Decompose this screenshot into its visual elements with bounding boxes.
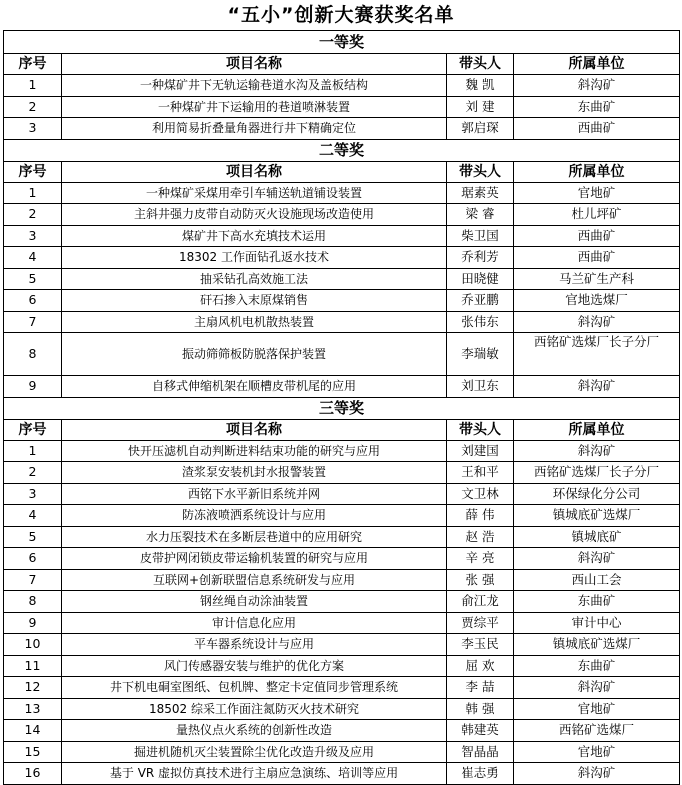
row-seq: 1 (4, 182, 62, 204)
row-leader: 梁 睿 (447, 204, 514, 226)
table-row (4, 247, 680, 269)
row-unit: 审计中心 (514, 612, 680, 634)
row-leader: 李玉民 (447, 634, 514, 656)
row-unit: 镇城底矿选煤厂 (514, 634, 680, 656)
row-unit: 斜沟矿 (514, 548, 680, 570)
table-row (4, 118, 680, 140)
row-seq: 16 (4, 763, 62, 785)
section-heading-third-prize (4, 397, 680, 419)
row-project: 利用简易折叠量角器进行井下精确定位 (62, 118, 447, 140)
row-project: 自移式伸缩机架在顺槽皮带机尾的应用 (62, 376, 447, 398)
table-row (4, 505, 680, 527)
row-unit: 西铭矿选煤厂长子分厂 (514, 333, 680, 376)
award-table (3, 30, 680, 785)
row-seq: 6 (4, 290, 62, 312)
table-row (4, 333, 680, 376)
row-seq: 2 (4, 204, 62, 226)
header-seq: 序号 (4, 161, 62, 182)
table-row (4, 763, 680, 785)
row-project: 水力压裂技术在多断层巷道中的应用研究 (62, 526, 447, 548)
section-label: 三等奖 (4, 397, 680, 419)
row-unit: 斜沟矿 (514, 75, 680, 97)
row-unit: 杜儿坪矿 (514, 204, 680, 226)
row-leader: 琚素英 (447, 182, 514, 204)
row-seq: 1 (4, 440, 62, 462)
row-seq: 1 (4, 75, 62, 97)
row-leader: 张伟东 (447, 311, 514, 333)
table-row (4, 698, 680, 720)
row-project: 振动筛筛板防脱落保护装置 (62, 333, 447, 376)
table-row (4, 741, 680, 763)
row-leader: 贾综平 (447, 612, 514, 634)
row-unit: 斜沟矿 (514, 440, 680, 462)
row-unit: 西铭矿选煤厂 (514, 720, 680, 742)
row-seq: 11 (4, 655, 62, 677)
row-leader: 辛 亮 (447, 548, 514, 570)
column-header-row (4, 54, 680, 75)
row-seq: 9 (4, 376, 62, 398)
header-project: 项目名称 (62, 161, 447, 182)
row-project: 抽采钻孔高效施工法 (62, 268, 447, 290)
row-leader: 赵 浩 (447, 526, 514, 548)
row-seq: 15 (4, 741, 62, 763)
row-unit: 马兰矿生产科 (514, 268, 680, 290)
row-seq: 3 (4, 483, 62, 505)
table-row (4, 483, 680, 505)
row-project: 量热仪点火系统的创新性改造 (62, 720, 447, 742)
row-project: 一种煤矿井下运输用的巷道喷淋装置 (62, 96, 447, 118)
row-project: 井下机电硐室图纸、包机牌、整定卡定值同步管理系统 (62, 677, 447, 699)
header-leader: 带头人 (447, 54, 514, 75)
table-row (4, 612, 680, 634)
row-seq: 8 (4, 333, 62, 376)
row-unit: 官地矿 (514, 182, 680, 204)
row-leader: 王和平 (447, 462, 514, 484)
row-unit: 西曲矿 (514, 247, 680, 269)
row-unit: 官地选煤厂 (514, 290, 680, 312)
column-header-row (4, 419, 680, 440)
row-unit: 镇城底矿 (514, 526, 680, 548)
row-leader: 俞江龙 (447, 591, 514, 613)
row-project: 主扇风机电机散热装置 (62, 311, 447, 333)
header-leader: 带头人 (447, 419, 514, 440)
header-project: 项目名称 (62, 54, 447, 75)
row-leader: 韩建英 (447, 720, 514, 742)
section-label: 二等奖 (4, 139, 680, 161)
row-seq: 12 (4, 677, 62, 699)
row-seq: 4 (4, 247, 62, 269)
row-leader: 郭启琛 (447, 118, 514, 140)
document-title: “五小”创新大赛获奖名单 (227, 4, 455, 26)
table-row (4, 182, 680, 204)
row-seq: 8 (4, 591, 62, 613)
row-unit: 东曲矿 (514, 655, 680, 677)
row-unit: 斜沟矿 (514, 763, 680, 785)
row-project: 西铭下水平新旧系统并网 (62, 483, 447, 505)
row-project: 18302 工作面钻孔返水技术 (62, 247, 447, 269)
table-row (4, 548, 680, 570)
header-unit: 所属单位 (514, 161, 680, 182)
table-row (4, 634, 680, 656)
row-leader: 李瑞敏 (447, 333, 514, 376)
row-project: 渣浆泵安装机封水报警装置 (62, 462, 447, 484)
row-project: 风门传感器安装与维护的优化方案 (62, 655, 447, 677)
row-project: 快开压滤机自动判断进料结束功能的研究与应用 (62, 440, 447, 462)
row-project: 18502 综采工作面注氮防灭火技术研究 (62, 698, 447, 720)
row-unit: 斜沟矿 (514, 311, 680, 333)
row-leader: 乔利芳 (447, 247, 514, 269)
table-row (4, 376, 680, 398)
header-seq: 序号 (4, 54, 62, 75)
table-row (4, 591, 680, 613)
row-unit: 镇城底矿选煤厂 (514, 505, 680, 527)
table-row (4, 268, 680, 290)
row-project: 皮带护网闭锁皮带运输机装置的研究与应用 (62, 548, 447, 570)
row-seq: 10 (4, 634, 62, 656)
row-seq: 4 (4, 505, 62, 527)
row-unit: 环保绿化分公司 (514, 483, 680, 505)
table-row (4, 569, 680, 591)
row-project: 一种煤矿井下无轨运输巷道水沟及盖板结构 (62, 75, 447, 97)
table-row (4, 526, 680, 548)
row-seq: 3 (4, 118, 62, 140)
row-seq: 2 (4, 462, 62, 484)
row-leader: 田晓健 (447, 268, 514, 290)
row-project: 互联网+创新联盟信息系统研发与应用 (62, 569, 447, 591)
row-unit: 东曲矿 (514, 591, 680, 613)
header-unit: 所属单位 (514, 54, 680, 75)
row-unit: 东曲矿 (514, 96, 680, 118)
row-project: 钢丝绳自动涂油装置 (62, 591, 447, 613)
table-row (4, 311, 680, 333)
row-unit: 斜沟矿 (514, 376, 680, 398)
header-seq: 序号 (4, 419, 62, 440)
award-table-body (4, 31, 680, 785)
section-heading-second-prize (4, 139, 680, 161)
table-row (4, 75, 680, 97)
row-unit: 西山工会 (514, 569, 680, 591)
table-row (4, 440, 680, 462)
row-project: 防冻液喷洒系统设计与应用 (62, 505, 447, 527)
header-project: 项目名称 (62, 419, 447, 440)
table-row (4, 677, 680, 699)
row-project: 矸石掺入末原煤销售 (62, 290, 447, 312)
row-leader: 乔亚鹏 (447, 290, 514, 312)
header-leader: 带头人 (447, 161, 514, 182)
column-header-row (4, 161, 680, 182)
row-seq: 5 (4, 268, 62, 290)
row-leader: 文卫林 (447, 483, 514, 505)
table-row (4, 462, 680, 484)
row-leader: 韩 强 (447, 698, 514, 720)
row-seq: 6 (4, 548, 62, 570)
row-leader: 魏 凯 (447, 75, 514, 97)
row-leader: 屈 欢 (447, 655, 514, 677)
row-project: 基于 VR 虚拟仿真技术进行主扇应急演练、培训等应用 (62, 763, 447, 785)
row-seq: 9 (4, 612, 62, 634)
section-label: 一等奖 (4, 31, 680, 54)
row-leader: 智晶晶 (447, 741, 514, 763)
row-seq: 14 (4, 720, 62, 742)
header-unit: 所属单位 (514, 419, 680, 440)
row-seq: 5 (4, 526, 62, 548)
row-project: 掘进机随机灭尘装置除尘优化改造升级及应用 (62, 741, 447, 763)
row-leader: 刘卫东 (447, 376, 514, 398)
row-leader: 李 喆 (447, 677, 514, 699)
row-seq: 3 (4, 225, 62, 247)
table-row (4, 655, 680, 677)
row-unit: 西曲矿 (514, 225, 680, 247)
row-leader: 刘 建 (447, 96, 514, 118)
row-seq: 2 (4, 96, 62, 118)
row-project: 主斜井强力皮带自动防灭火设施现场改造使用 (62, 204, 447, 226)
row-unit: 西曲矿 (514, 118, 680, 140)
row-leader: 张 强 (447, 569, 514, 591)
row-project: 平车器系统设计与应用 (62, 634, 447, 656)
table-row (4, 720, 680, 742)
row-seq: 7 (4, 311, 62, 333)
table-row (4, 204, 680, 226)
row-leader: 薛 伟 (447, 505, 514, 527)
table-row (4, 225, 680, 247)
table-row (4, 96, 680, 118)
section-heading-first-prize (4, 31, 680, 54)
row-project: 审计信息化应用 (62, 612, 447, 634)
table-row (4, 290, 680, 312)
row-seq: 7 (4, 569, 62, 591)
row-project: 一种煤矿采煤用牵引车辅送轨道铺设装置 (62, 182, 447, 204)
row-seq: 13 (4, 698, 62, 720)
row-leader: 刘建国 (447, 440, 514, 462)
row-unit: 官地矿 (514, 698, 680, 720)
row-unit: 西铭矿选煤厂长子分厂 (514, 462, 680, 484)
row-unit: 官地矿 (514, 741, 680, 763)
row-project: 煤矿井下高水充填技术运用 (62, 225, 447, 247)
row-leader: 柴卫国 (447, 225, 514, 247)
row-unit: 斜沟矿 (514, 677, 680, 699)
row-leader: 崔志勇 (447, 763, 514, 785)
